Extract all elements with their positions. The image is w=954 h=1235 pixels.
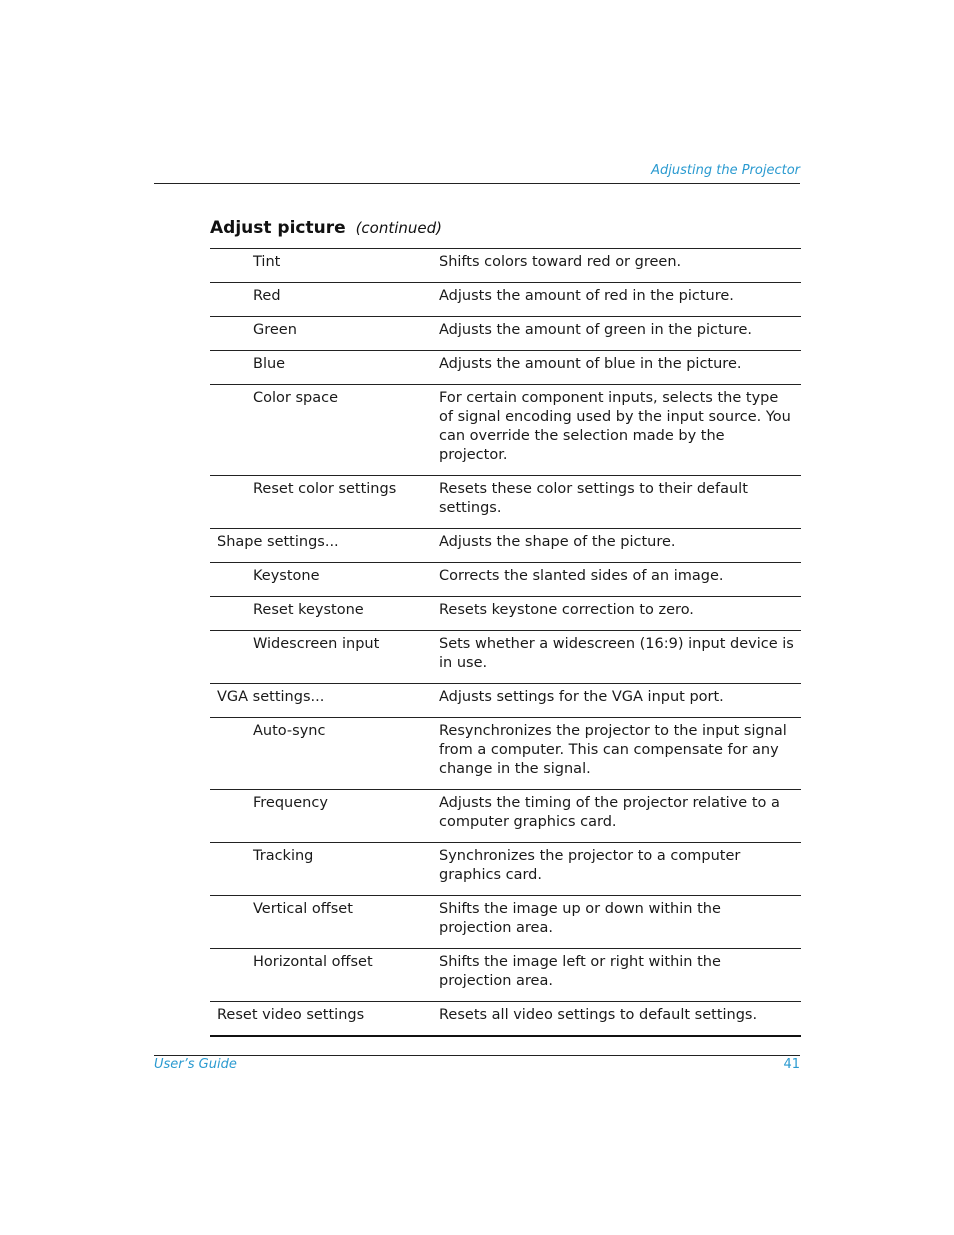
page-number: 41 bbox=[783, 1057, 800, 1072]
table-row bbox=[210, 475, 801, 528]
setting-name: Reset keystone bbox=[253, 602, 364, 618]
section-title-continued: (continued) bbox=[355, 219, 443, 237]
setting-name: Red bbox=[253, 288, 281, 304]
setting-name: Widescreen input bbox=[253, 636, 380, 652]
table-row bbox=[210, 842, 801, 895]
setting-description: Sets whether a widescreen (16:9) input device is in use. bbox=[439, 636, 794, 671]
setting-description: For certain component inputs, selects the type of signal encoding used by the input source. You can override the selection made by the projector. bbox=[439, 390, 791, 463]
table-row bbox=[210, 948, 801, 1001]
setting-description: Corrects the slanted sides of an image. bbox=[439, 568, 724, 584]
table-row bbox=[210, 630, 801, 683]
table-row bbox=[210, 1001, 801, 1035]
section-title-main: Adjust picture bbox=[210, 218, 346, 238]
footer-guide-title: User’s Guide bbox=[154, 1057, 237, 1072]
setting-name: Keystone bbox=[253, 568, 320, 584]
setting-name: Frequency bbox=[253, 795, 328, 811]
header-divider bbox=[154, 183, 800, 184]
table-row bbox=[210, 895, 801, 948]
setting-name: Shape settings... bbox=[217, 534, 339, 550]
setting-description: Resynchronizes the projector to the input signal from a computer. This can compensate for any change in the signal. bbox=[439, 723, 787, 777]
setting-description: Resets keystone correction to zero. bbox=[439, 602, 694, 618]
table-row bbox=[210, 596, 801, 630]
setting-description: Resets these color settings to their default settings. bbox=[439, 481, 748, 516]
setting-description: Shifts the image up or down within the projection area. bbox=[439, 901, 721, 936]
setting-description: Resets all video settings to default settings. bbox=[439, 1007, 758, 1023]
running-header: Adjusting the Projector bbox=[651, 163, 800, 178]
setting-name: Reset color settings bbox=[253, 481, 397, 497]
setting-description: Synchronizes the projector to a computer graphics card. bbox=[439, 848, 741, 883]
setting-name: Horizontal offset bbox=[253, 954, 373, 970]
setting-description: Adjusts the timing of the projector relative to a computer graphics card. bbox=[439, 795, 780, 830]
table-row bbox=[210, 528, 801, 562]
setting-description: Adjusts settings for the VGA input port. bbox=[439, 689, 724, 705]
table-row bbox=[210, 789, 801, 842]
setting-description: Adjusts the shape of the picture. bbox=[439, 534, 676, 550]
setting-description: Shifts the image left or right within the projection area. bbox=[439, 954, 721, 989]
setting-name: Auto-sync bbox=[253, 723, 326, 739]
setting-name: Blue bbox=[253, 356, 286, 372]
table-row bbox=[210, 316, 801, 350]
setting-description: Shifts colors toward red or green. bbox=[439, 254, 682, 270]
setting-description: Adjusts the amount of red in the picture. bbox=[439, 288, 734, 304]
setting-name: Tracking bbox=[253, 848, 314, 864]
table-row bbox=[210, 717, 801, 789]
setting-description: Adjusts the amount of green in the picture. bbox=[439, 322, 753, 338]
setting-name: Tint bbox=[253, 254, 281, 270]
setting-name: Reset video settings bbox=[217, 1007, 365, 1023]
footer-divider bbox=[154, 1055, 800, 1056]
setting-description: Adjusts the amount of blue in the picture. bbox=[439, 356, 742, 372]
section-title bbox=[210, 218, 442, 238]
table-row bbox=[210, 282, 801, 316]
table-row bbox=[210, 249, 801, 282]
table-row bbox=[210, 384, 801, 475]
setting-name: Vertical offset bbox=[253, 901, 353, 917]
setting-name: Color space bbox=[253, 390, 339, 406]
table-row bbox=[210, 350, 801, 384]
table-row bbox=[210, 683, 801, 717]
setting-name: VGA settings... bbox=[217, 689, 325, 705]
table-row bbox=[210, 562, 801, 596]
settings-table bbox=[210, 248, 801, 1037]
setting-name: Green bbox=[253, 322, 297, 338]
